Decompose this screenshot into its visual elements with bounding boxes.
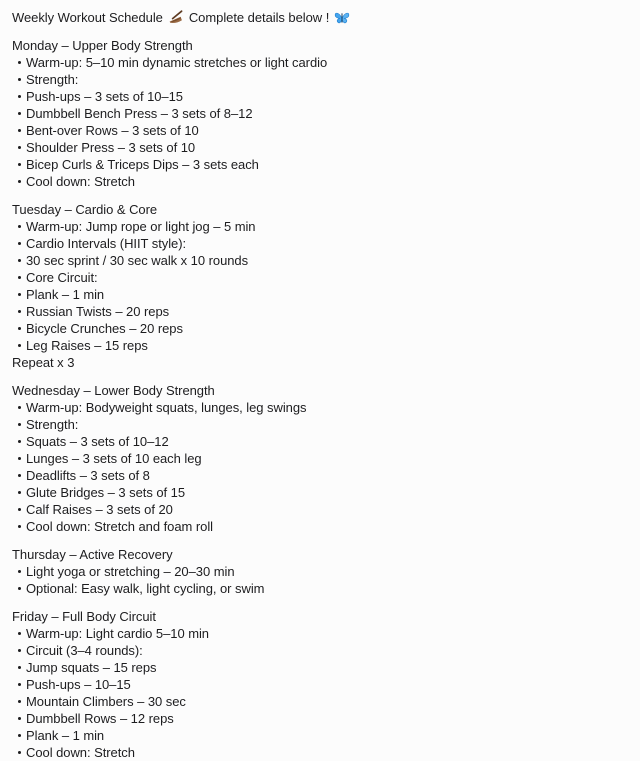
bullet-icon: [18, 180, 21, 183]
day-section: [12, 546, 628, 597]
bullet-icon: [18, 751, 21, 754]
list-item: [12, 303, 628, 320]
list-item: [12, 518, 628, 535]
bullet-icon: [18, 406, 21, 409]
list-item: [12, 625, 628, 642]
day-section: [12, 201, 628, 371]
list-item-text: Strength:: [26, 417, 79, 432]
list-item-text: Lunges – 3 sets of 10 each leg: [26, 451, 202, 466]
list-item-text: Warm-up: Jump rope or light jog – 5 min: [26, 219, 256, 234]
list-item: [12, 450, 628, 467]
list-item: [12, 88, 628, 105]
list-item: [12, 399, 628, 416]
note-title: [12, 9, 628, 26]
bullet-icon: [18, 423, 21, 426]
list-item: [12, 710, 628, 727]
list-item-text: Deadlifts – 3 sets of 8: [26, 468, 150, 483]
list-item: [12, 71, 628, 88]
list-item-text: Plank – 1 min: [26, 728, 105, 743]
bullet-icon: [18, 587, 21, 590]
writing-hand-icon: [168, 10, 184, 26]
list-item: [12, 676, 628, 693]
bullet-icon: [18, 78, 21, 81]
list-item-text: Cool down: Stretch: [26, 174, 135, 189]
list-item-text: Plank – 1 min: [26, 287, 105, 302]
list-item: [12, 235, 628, 252]
bullet-icon: [18, 310, 21, 313]
list-item-text: Warm-up: 5–10 min dynamic stretches or light cardio: [26, 55, 328, 70]
title-text-before: Weekly Workout Schedule: [12, 10, 163, 25]
list-item: [12, 54, 628, 71]
bullet-icon: [18, 259, 21, 262]
list-item: [12, 416, 628, 433]
bullet-icon: [18, 242, 21, 245]
title-text-after: Complete details below !: [188, 10, 330, 25]
list-item-text: Core Circuit:: [26, 270, 98, 285]
bullet-icon: [18, 225, 21, 228]
bullet-icon: [18, 570, 21, 573]
list-item-text: Push-ups – 3 sets of 10–15: [26, 89, 183, 104]
list-item: [12, 337, 628, 354]
list-item-text: Dumbbell Bench Press – 3 sets of 8–12: [26, 106, 253, 121]
bullet-icon: [18, 293, 21, 296]
list-item-text: Strength:: [26, 72, 79, 87]
day-heading: Monday – Upper Body Strength: [12, 38, 193, 53]
bullet-icon: [18, 327, 21, 330]
day-section: [12, 382, 628, 535]
bullet-icon: [18, 276, 21, 279]
day-heading: Friday – Full Body Circuit: [12, 609, 156, 624]
list-item-text: Cool down: Stretch and foam roll: [26, 519, 213, 534]
bullet-icon: [18, 61, 21, 64]
list-item-text: Russian Twists – 20 reps: [26, 304, 170, 319]
list-item: [12, 501, 628, 518]
bullet-icon: [18, 112, 21, 115]
day-heading: Thursday – Active Recovery: [12, 547, 173, 562]
section-footer: Repeat x 3: [12, 355, 75, 370]
list-item-text: Bicep Curls & Triceps Dips – 3 sets each: [26, 157, 259, 172]
list-item-text: Shoulder Press – 3 sets of 10: [26, 140, 196, 155]
list-item: [12, 467, 628, 484]
list-item: [12, 433, 628, 450]
list-item: [12, 286, 628, 303]
list-item-text: Leg Raises – 15 reps: [26, 338, 148, 353]
list-item-text: Push-ups – 10–15: [26, 677, 131, 692]
list-item-text: Bent-over Rows – 3 sets of 10: [26, 123, 199, 138]
list-item-text: Calf Raises – 3 sets of 20: [26, 502, 173, 517]
list-item: [12, 173, 628, 190]
list-item-text: Light yoga or stretching – 20–30 min: [26, 564, 235, 579]
list-item: [12, 727, 628, 744]
butterfly-icon: [334, 10, 350, 26]
list-item-text: Mountain Climbers – 30 sec: [26, 694, 186, 709]
list-item-text: Warm-up: Bodyweight squats, lunges, leg swings: [26, 400, 307, 415]
day-section: [12, 37, 628, 190]
list-item-text: Dumbbell Rows – 12 reps: [26, 711, 174, 726]
bullet-icon: [18, 717, 21, 720]
list-item-text: Squats – 3 sets of 10–12: [26, 434, 169, 449]
bullet-icon: [18, 700, 21, 703]
list-item: [12, 744, 628, 761]
list-item: [12, 218, 628, 235]
bullet-icon: [18, 344, 21, 347]
bullet-icon: [18, 666, 21, 669]
list-item: [12, 139, 628, 156]
list-item: [12, 122, 628, 139]
list-item: [12, 320, 628, 337]
list-item-text: Bicycle Crunches – 20 reps: [26, 321, 183, 336]
bullet-icon: [18, 457, 21, 460]
list-item-text: Cool down: Stretch: [26, 745, 135, 760]
bullet-icon: [18, 734, 21, 737]
list-item: [12, 252, 628, 269]
bullet-icon: [18, 632, 21, 635]
day-heading: Wednesday – Lower Body Strength: [12, 383, 215, 398]
list-item: [12, 269, 628, 286]
list-item: [12, 659, 628, 676]
list-item: [12, 105, 628, 122]
list-item: [12, 156, 628, 173]
list-item-text: Warm-up: Light cardio 5–10 min: [26, 626, 209, 641]
list-item-text: 30 sec sprint / 30 sec walk x 10 rounds: [26, 253, 249, 268]
bullet-icon: [18, 525, 21, 528]
list-item: [12, 484, 628, 501]
list-item: [12, 642, 628, 659]
bullet-icon: [18, 129, 21, 132]
list-item-text: Glute Bridges – 3 sets of 15: [26, 485, 186, 500]
bullet-icon: [18, 146, 21, 149]
bullet-icon: [18, 474, 21, 477]
day-heading: Tuesday – Cardio & Core: [12, 202, 158, 217]
list-item-text: Optional: Easy walk, light cycling, or swim: [26, 581, 265, 596]
list-item: [12, 563, 628, 580]
day-section: [12, 608, 628, 761]
bullet-icon: [18, 491, 21, 494]
bullet-icon: [18, 440, 21, 443]
list-item: [12, 693, 628, 710]
bullet-icon: [18, 163, 21, 166]
bullet-icon: [18, 508, 21, 511]
schedule-sections: [12, 37, 628, 761]
list-item-text: Circuit (3–4 rounds):: [26, 643, 143, 658]
bullet-icon: [18, 649, 21, 652]
list-item-text: Cardio Intervals (HIIT style):: [26, 236, 187, 251]
bullet-icon: [18, 683, 21, 686]
bullet-icon: [18, 95, 21, 98]
list-item: [12, 580, 628, 597]
list-item-text: Jump squats – 15 reps: [26, 660, 157, 675]
